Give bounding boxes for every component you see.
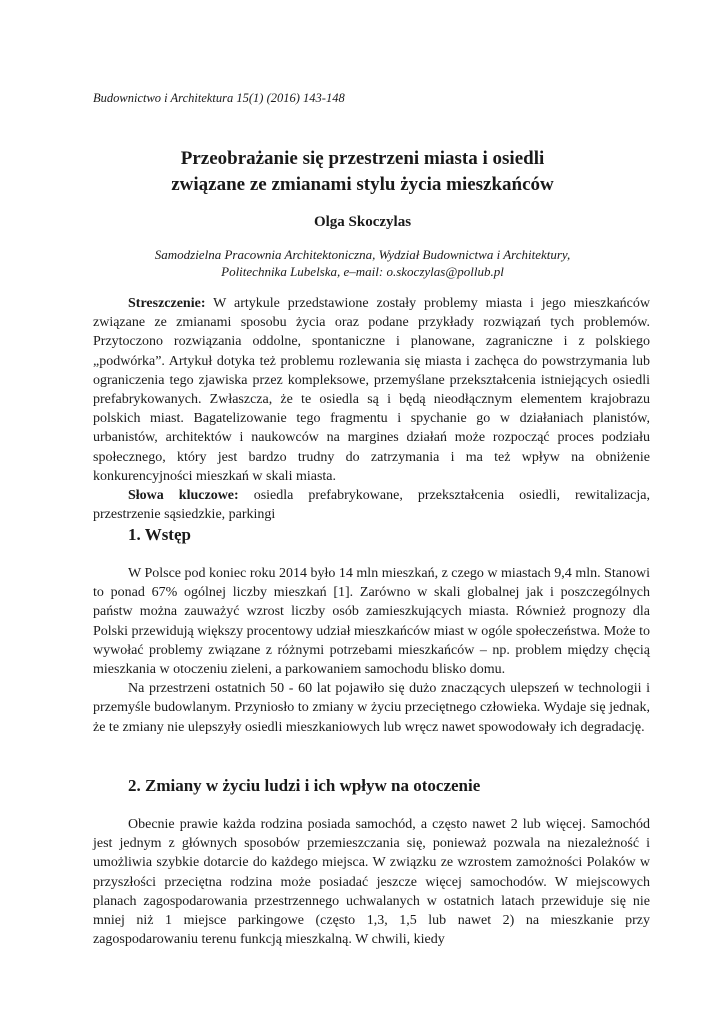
section-2-body: [93, 815, 650, 949]
section-1-body: [93, 564, 650, 737]
abstract-paragraph: [93, 294, 650, 486]
abstract-text: W artykule przedstawione zostały problemy miasta i jego mieszkańców związane ze zmianami sposobu życia oraz podane przykłady rozwiązań tych problemów. Przytoczono rozwiązania oddolne, spontaniczne i planowane, zagraniczne i z polskiego „podwórka”. Artykuł dotyka też problemu rozlewania się miasta i zachęca do powstrzymania lub ograniczenia tego zjawiska przez kompleksowe, przemyślane przekształcenia istniejących osiedli prefabrykowanych. Zwłaszcza, że te osiedla są i będą nieodłącznym elementem krajobrazu polskich miast. Bagatelizowanie tego fragmentu i spychanie go w działaniach planistów, urbanistów, architektów i naukowców na margines działań może rozpocząć proces podziału społecznego, który jest bardzo trudny do zatrzymania i ma też wpływ na obniżenie konkurencyjności mieszkań w skali miasta.: [93, 296, 650, 484]
keywords-label: Słowa kluczowe:: [128, 488, 239, 504]
title-line-1: Przeobrażanie się przestrzeni miasta i osiedli: [180, 148, 545, 169]
section-2-heading: 2. Zmiany w życiu ludzi i ich wpływ na otoczenie: [128, 776, 481, 795]
affiliation-line-2: Politechnika Lubelska, e–mail: o.skoczylas@pollub.pl: [221, 264, 504, 279]
abstract-block: [93, 294, 650, 524]
keywords-paragraph: [93, 486, 650, 524]
section-1-heading: 1. Wstęp: [128, 525, 191, 544]
affiliation: [60, 246, 665, 280]
paper-title: [60, 146, 665, 198]
section-2-paragraph-1: Obecnie prawie każda rodzina posiada samochód, a często nawet 2 lub więcej. Samochód jest jednym z głównych sposobów przemieszczania się, ponieważ pozwala na niezależność i umożliwia szybkie dotarcie do każdego miejsca. W związku ze wzrostem zamożności Polaków w przyszłości przeciętna rodzina może posiadać jeszcze więcej samochodów. W miejscowych planach zagospodarowania przestrzennego uchwalanych w ostatnich latach przewiduje się nie mniej niż 1 miejsce parkingowe (często 1,3, 1,5 lub nawet 2) na mieszkanie przy zagospodarowaniu terenu funkcją mieszkalną. W chwili, kiedy: [93, 817, 650, 948]
section-1-paragraph-1: W Polsce pod koniec roku 2014 było 14 mln mieszkań, z czego w miastach 9,4 mln. Stanowi to ponad 67% ogólnej liczby mieszkań [1]. Zarówno w skali globalnej jak i poszczególnych państw można zauważyć wzrost liczby osób zamieszkujących miasta. Również prognozy dla Polski przewidują większy procentowy udział mieszkańców miast w ogóle społeczeństwa. Może to wywołać problemy związane z różnymi potrzebami mieszkańców – np. problem między chęcią mieszkania w otoczeniu zieleni, a parkowaniem samochodu blisko domu.: [93, 566, 650, 678]
journal-citation: Budownictwo i Architektura 15(1) (2016) 143-148: [93, 91, 345, 105]
section-1-paragraph-2: Na przestrzeni ostatnich 50 - 60 lat pojawiło się dużo znaczących ulepszeń w technologii i przemyśle budowlanym. Przyniosło to zmiany w życiu przeciętnego człowieka. Wydaje się jednak, że te zmiany nie ulepszyły osiedli mieszkaniowych lub wręcz nawet spowodowały ich degradację.: [93, 681, 650, 735]
keywords-text: osiedla prefabrykowane, przekształcenia osiedli, rewitalizacja, przestrzenie sąsiedzkie, parkingi: [93, 488, 650, 523]
abstract-label: Streszczenie:: [128, 296, 206, 311]
affiliation-line-1: Samodzielna Pracownia Architektoniczna, Wydział Budownictwa i Architektury,: [154, 247, 571, 262]
author-name: Olga Skoczylas: [313, 214, 412, 230]
title-line-2: związane ze zmianami stylu życia mieszkańców: [171, 174, 554, 195]
